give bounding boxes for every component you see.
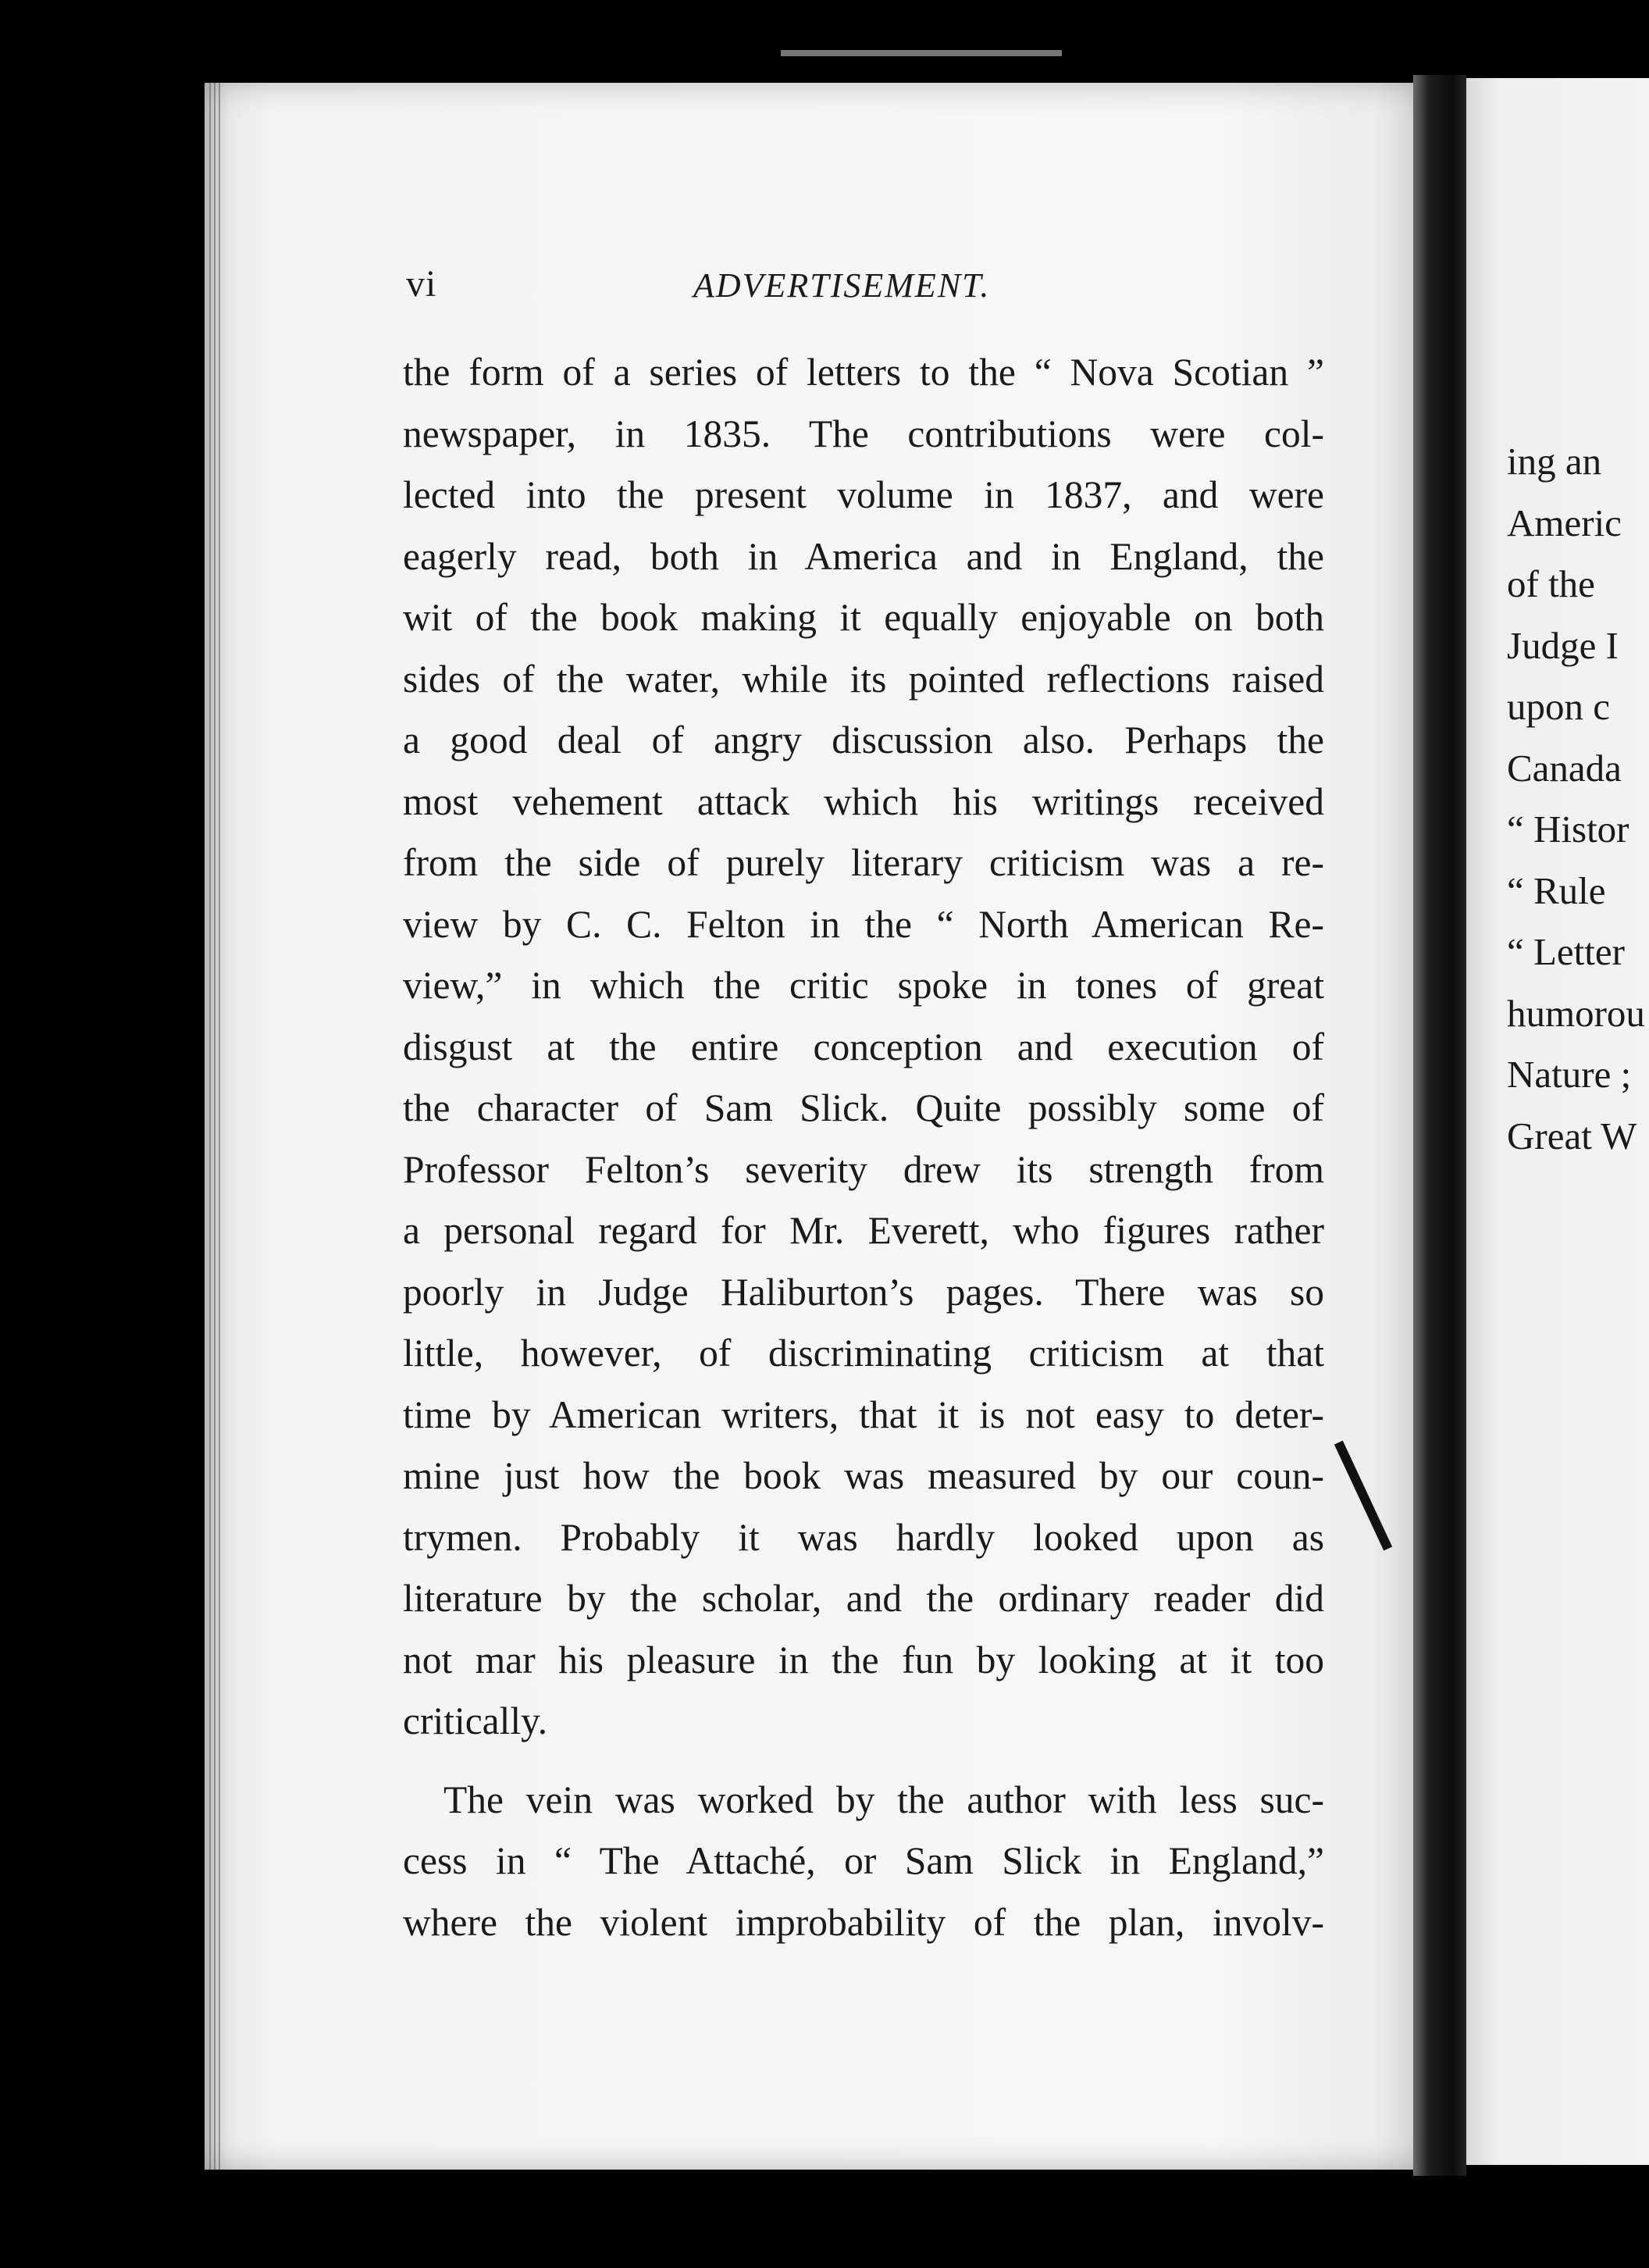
- text-line: wit of the book making it equally enjoyable on both: [403, 596, 1324, 639]
- text-line: critically.: [403, 1699, 548, 1742]
- text-line: view by C. C. Felton in the “ North American Re-: [403, 902, 1324, 946]
- right-page-line: ing an: [1507, 440, 1602, 483]
- book-gutter: [1413, 75, 1466, 2176]
- text-line: The vein was worked by the author with less suc-: [443, 1778, 1324, 1821]
- text-line: literature by the scholar, and the ordinary reader did: [403, 1577, 1324, 1620]
- right-page-line: upon c: [1507, 685, 1610, 728]
- page-number: vi: [406, 263, 437, 305]
- right-page-line: Judge I: [1507, 623, 1619, 667]
- film-scratch: [781, 50, 1062, 56]
- right-page: [1466, 78, 1649, 2165]
- text-line: lected into the present volume in 1837, and were: [403, 473, 1324, 516]
- text-line: most vehement attack which his writings received: [403, 779, 1324, 823]
- text-line: Professor Felton’s severity drew its strength from: [403, 1147, 1324, 1191]
- body-text: [403, 342, 1324, 1953]
- text-line: the character of Sam Slick. Quite possibly some of: [403, 1086, 1324, 1129]
- right-page-line: of the: [1507, 562, 1595, 605]
- text-line: eagerly read, both in America and in England, the: [403, 534, 1324, 578]
- text-line: sides of the water, while its pointed reflections raised: [403, 657, 1324, 701]
- text-line: poorly in Judge Haliburton’s pages. There was so: [403, 1270, 1324, 1314]
- text-line: time by American writers, that it is not easy to deter-: [403, 1393, 1324, 1436]
- text-line: a good deal of angry discussion also. Perhaps the: [403, 719, 1324, 761]
- text-line: newspaper, in 1835. The contributions were col-: [403, 412, 1324, 455]
- text-line: cess in “ The Attaché, or Sam Slick in England,”: [403, 1839, 1324, 1882]
- text-line: not mar his pleasure in the fun by looking at it too: [403, 1638, 1324, 1681]
- right-page-line: Great W: [1507, 1114, 1637, 1157]
- text-line: view,” in which the critic spoke in tones of great: [403, 964, 1324, 1007]
- text-line: a personal regard for Mr. Everett, who figures rather: [403, 1209, 1324, 1252]
- text-line: where the violent improbability of the plan, involv-: [403, 1900, 1324, 1944]
- text-line: disgust at the entire conception and execution of: [403, 1025, 1324, 1068]
- right-page-line: Americ: [1507, 501, 1622, 544]
- text-line: the form of a series of letters to the “ Nova Scotian ”: [403, 351, 1324, 394]
- text-line: little, however, of discriminating criticism at that: [403, 1332, 1324, 1375]
- text-line: mine just how the book was measured by our coun-: [403, 1454, 1324, 1497]
- running-head: ADVERTISEMENT.: [693, 266, 991, 305]
- right-page-line: Canada: [1507, 746, 1622, 790]
- right-page-line: “ Letter: [1507, 930, 1625, 973]
- text-line: from the side of purely literary criticism was a re-: [403, 841, 1324, 884]
- right-page-line: “ Rule: [1507, 868, 1606, 912]
- right-page-text: [1507, 431, 1645, 1167]
- right-page-line: Nature ;: [1507, 1053, 1632, 1096]
- right-page-line: humorou: [1507, 991, 1645, 1035]
- right-page-line: “ Histor: [1507, 808, 1629, 850]
- paragraph-gap: [403, 1753, 1184, 1770]
- text-line: trymen. Probably it was hardly looked upon as: [403, 1515, 1324, 1559]
